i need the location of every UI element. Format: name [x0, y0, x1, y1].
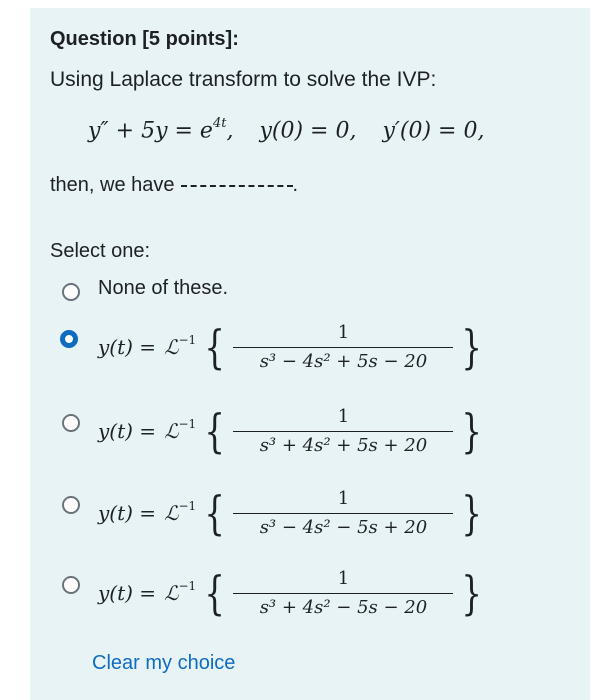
option-3-lhs: y(t) =	[98, 501, 157, 525]
option-2-formula[interactable]	[98, 406, 487, 456]
option-4-formula[interactable]	[98, 568, 487, 618]
answer-blank	[181, 185, 293, 187]
question-prompt: Using Laplace transform to solve the IVP:	[50, 68, 437, 91]
radio-option-3[interactable]	[62, 496, 80, 514]
inverse-laplace-symbol: ℒ$^{-1}$	[164, 579, 197, 605]
radio-option-1[interactable]	[60, 330, 78, 348]
option-2-lhs: y(t) =	[98, 419, 157, 443]
radio-option-4[interactable]	[62, 576, 80, 594]
left-brace: {	[204, 320, 226, 374]
denominator: s³ + 4s² + 5s + 20	[259, 435, 428, 456]
option-4-lhs: y(t) =	[98, 581, 157, 605]
numerator: 1	[337, 568, 350, 589]
right-brace: }	[461, 404, 483, 458]
radio-option-none[interactable]	[62, 283, 80, 301]
left-brace: {	[204, 486, 226, 540]
numerator: 1	[337, 322, 350, 343]
left-brace: {	[204, 566, 226, 620]
ivp-equation: $y'' + 5y = e^{4t}$, y(0) = 0, y′(0) = 0,	[88, 116, 485, 144]
fraction	[233, 406, 453, 456]
right-brace: }	[461, 320, 483, 374]
inverse-laplace-symbol: ℒ$^{-1}$	[164, 333, 197, 359]
option-none-label[interactable]: None of these.	[98, 277, 229, 299]
denominator: s³ + 4s² − 5s − 20	[259, 597, 428, 618]
numerator: 1	[337, 488, 350, 509]
option-3-formula[interactable]	[98, 488, 487, 538]
fraction	[233, 322, 453, 372]
right-brace: }	[461, 486, 483, 540]
clear-choice-link[interactable]: Clear my choice	[92, 652, 236, 674]
inverse-laplace-symbol: ℒ$^{-1}$	[164, 417, 197, 443]
question-title: Question [5 points]:	[50, 28, 239, 50]
denominator: s³ − 4s² − 5s + 20	[259, 517, 428, 538]
fraction	[233, 488, 453, 538]
numerator: 1	[337, 406, 350, 427]
fraction	[233, 568, 453, 618]
right-brace: }	[461, 566, 483, 620]
denominator: s³ − 4s² + 5s − 20	[259, 351, 428, 372]
left-brace: {	[204, 404, 226, 458]
option-1-lhs: y(t) =	[98, 335, 157, 359]
option-1-formula[interactable]	[98, 322, 487, 372]
inverse-laplace-symbol: ℒ$^{-1}$	[164, 499, 197, 525]
radio-option-2[interactable]	[62, 414, 80, 432]
question-followup: then, we have .	[50, 174, 299, 196]
select-one-label: Select one:	[50, 240, 151, 262]
